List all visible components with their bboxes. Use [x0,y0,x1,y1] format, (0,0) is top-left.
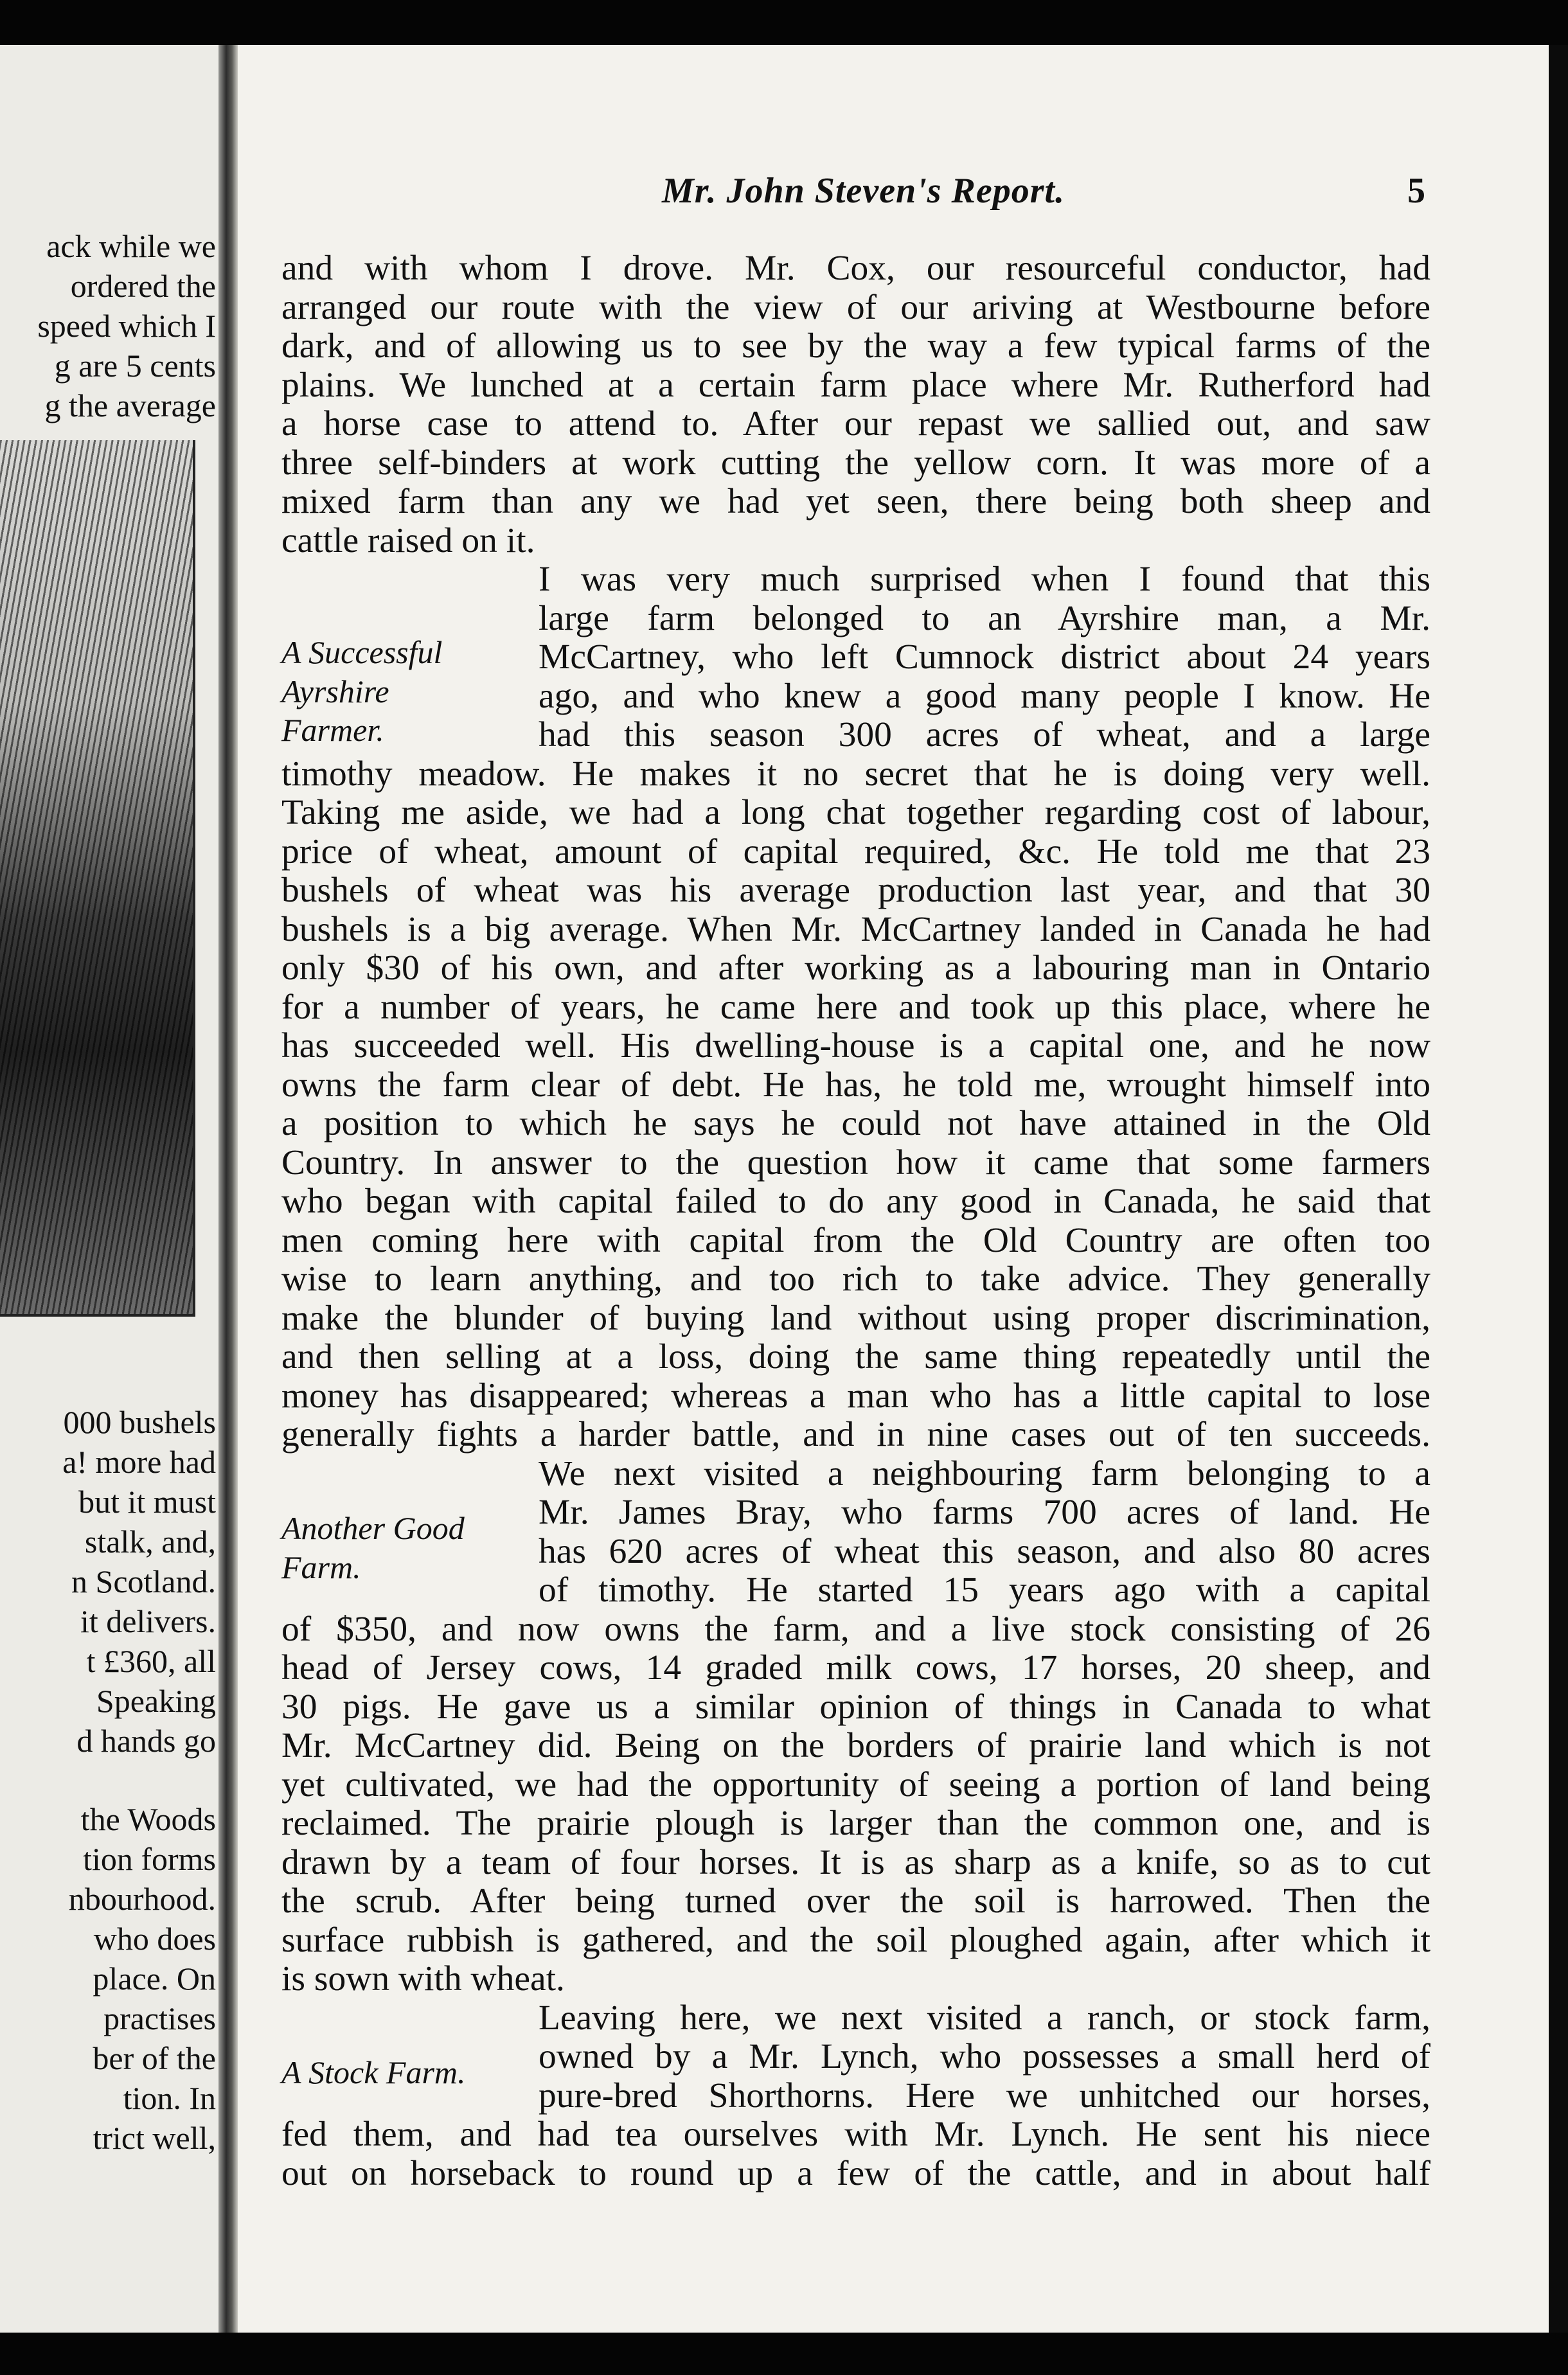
text-line: a position to which he says he could not have attained in the Old [281,1104,1430,1143]
side-note-line: A Stock Farm. [281,2054,466,2090]
text-line: We next visited a neighbouring farm belonging to a [539,1454,1430,1493]
facing-page-line: tion. In [123,2080,216,2116]
text-line: ago, and who knew a good many people I know. He [539,676,1430,716]
facing-page-line: Speaking [96,1683,216,1719]
text-line: fed them, and had tea ourselves with Mr. Lynch. He sent his niece [281,2115,1430,2154]
facing-page-line: nbourhood. [68,1881,216,1917]
text-line: who began with capital failed to do any good in Canada, he said that [281,1182,1430,1221]
text-line: McCartney, who left Cumnock district about 24 years [539,637,1430,677]
facing-page-line: practises [103,2000,216,2036]
facing-page-line: ordered the [70,268,216,304]
text-line: of $350, and now owns the farm, and a live stock consisting of 26 [281,1609,1430,1649]
text-line: has 620 acres of wheat this season, and also 80 acres [539,1531,1430,1571]
text-line: timothy meadow. He makes it no secret that he is doing very well. [281,754,1430,794]
text-line: for a number of years, he came here and took up this place, where he [281,987,1430,1027]
side-note-line: Ayrshire [281,673,389,709]
facing-page-line: t £360, all [86,1643,216,1679]
text-line: surface rubbish is gathered, and the soil ploughed again, after which it [281,1920,1430,1960]
text-line: money has disappeared; whereas a man who has a little capital to lose [281,1376,1430,1416]
facing-page-line: a! more had [62,1444,216,1480]
facing-page-line: trict well, [93,2120,216,2156]
scan-top-border [0,0,1568,45]
text-line: Mr. James Bray, who farms 700 acres of land. He [539,1493,1430,1532]
page-number: 5 [1407,171,1425,211]
text-line: of timothy. He started 15 years ago with a capital [539,1570,1430,1610]
running-head: Mr. John Steven's Report. [662,171,1065,211]
text-line: 30 pigs. He gave us a similar opinion of things in Canada to what [281,1687,1430,1727]
text-line: make the blunder of buying land without using proper discrimination, [281,1298,1430,1338]
facing-page-line: tion forms [83,1841,216,1877]
text-line: bushels is a big average. When Mr. McCartney landed in Canada he had [281,909,1430,949]
text-line: head of Jersey cows, 14 graded milk cows, 17 horses, 20 sheep, and [281,1648,1430,1687]
text-line: had this season 300 acres of wheat, and a large [539,715,1430,754]
scan-bottom-border [0,2333,1568,2375]
text-line: wise to learn anything, and too rich to take advice. They generally [281,1259,1430,1299]
text-line: has succeeded well. His dwelling-house is a capital one, and he now [281,1026,1430,1065]
text-line: a horse case to attend to. After our repast we sallied out, and saw [281,404,1430,443]
book-page [238,45,1549,2333]
side-note-line: A Successful [281,634,443,670]
text-line: Taking me aside, we had a long chat together regarding cost of labour, [281,793,1430,832]
facing-page-line: 000 bushels [63,1404,216,1440]
engraving-illustration [0,440,195,1317]
text-line: and then selling at a loss, doing the same thing repeatedly until the [281,1337,1430,1376]
text-line: men coming here with capital from the Old Country are often too [281,1220,1430,1260]
text-line: only $30 of his own, and after working as a labouring man in Ontario [281,948,1430,988]
text-line: generally fights a harder battle, and in nine cases out of ten succeeds. [281,1415,1430,1454]
facing-page-fragment [0,45,218,2333]
text-line: three self-binders at work cutting the yellow corn. It was more of a [281,443,1430,483]
text-line: Country. In answer to the question how it came that some farmers [281,1143,1430,1182]
facing-page-line: speed which I [37,308,216,344]
facing-page-line: ber of the [93,2040,216,2076]
text-line: out on horseback to round up a few of the cattle, and in about half [281,2153,1430,2193]
scan-right-border [1549,45,1568,2333]
text-line: plains. We lunched at a certain farm place where Mr. Rutherford had [281,365,1430,405]
facing-page-line: ack while we [46,228,216,264]
text-line: arranged our route with the view of our ariving at Westbourne before [281,287,1430,327]
text-line: is sown with wheat. [281,1959,565,1998]
side-note-line: Another Good [281,1510,465,1546]
facing-page-line: n Scotland. [71,1563,216,1599]
book-gutter [218,45,238,2333]
text-line: drawn by a team of four horses. It is as sharp as a knife, so as to cut [281,1842,1430,1882]
facing-page-line: the Woods [80,1801,216,1837]
facing-page-line: g are 5 cents [54,348,216,384]
text-line: cattle raised on it. [281,520,535,560]
facing-page-line: d hands go [76,1723,216,1759]
body-text [281,249,1430,2193]
text-line: price of wheat, amount of capital required, &c. He told me that 23 [281,832,1430,871]
facing-page-line: stalk, and, [84,1524,216,1560]
text-line: Leaving here, we next visited a ranch, or stock farm, [539,1998,1430,2038]
text-line: yet cultivated, we had the opportunity of seeing a portion of land being [281,1765,1430,1804]
facing-page-line: g the average [44,387,216,423]
text-line: owned by a Mr. Lynch, who possesses a small herd of [539,2037,1430,2076]
facing-page-line: it delivers. [80,1603,216,1639]
text-line: I was very much surprised when I found that this [539,560,1430,599]
text-line: mixed farm than any we had yet seen, there being both sheep and [281,482,1430,521]
text-line: large farm belonged to an Ayrshire man, a Mr. [539,598,1430,638]
text-line: Mr. McCartney did. Being on the borders of prairie land which is not [281,1726,1430,1765]
text-line: reclaimed. The prairie plough is larger than the common one, and is [281,1804,1430,1843]
page-header [238,170,1549,222]
text-line: the scrub. After being turned over the soil is harrowed. Then the [281,1881,1430,1921]
text-line: bushels of wheat was his average production last year, and that 30 [281,871,1430,910]
facing-page-line: who does [93,1921,216,1957]
text-line: and with whom I drove. Mr. Cox, our resourceful conductor, had [281,249,1430,288]
facing-page-line: place. On [93,1961,216,1997]
side-note-line: Farm. [281,1549,361,1585]
side-note-line: Farmer. [281,712,384,748]
facing-page-line: but it must [78,1484,216,1520]
text-line: owns the farm clear of debt. He has, he told me, wrought himself into [281,1065,1430,1105]
text-line: dark, and of allowing us to see by the way a few typical farms of the [281,326,1430,366]
text-line: pure-bred Shorthorns. Here we unhitched our horses, [539,2076,1430,2115]
